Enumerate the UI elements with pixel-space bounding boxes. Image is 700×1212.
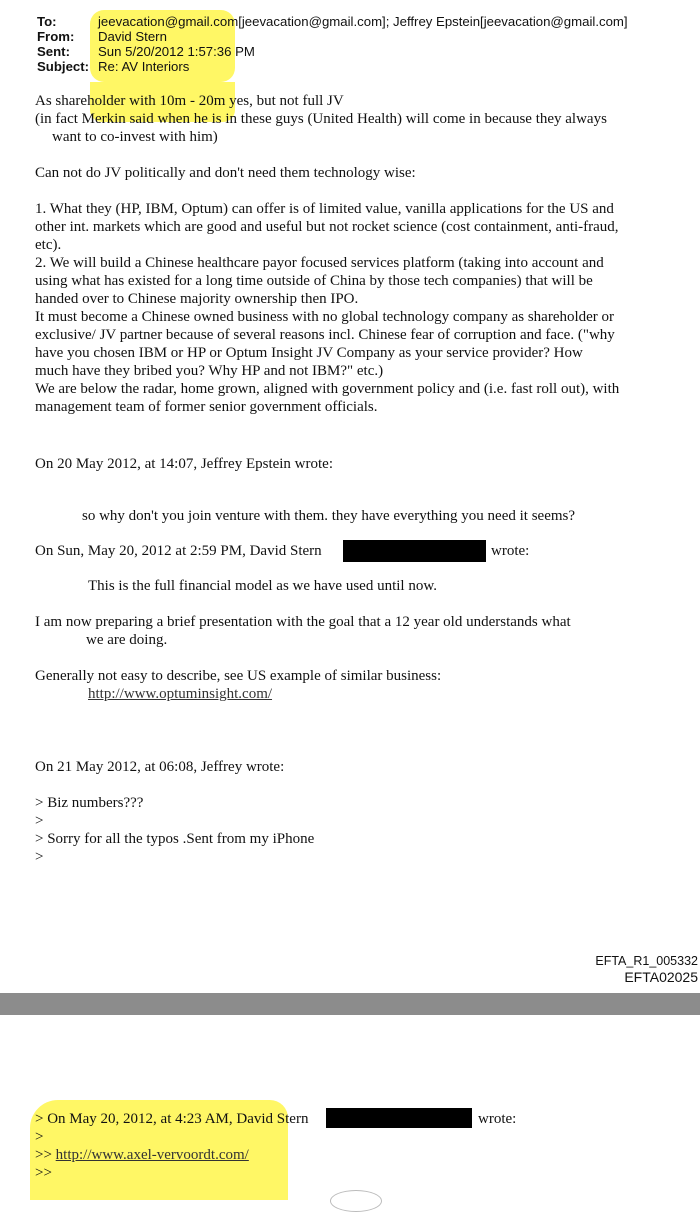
body-line: It must become a Chinese owned business with no global technology company as shareholder or [35,309,615,325]
ref-id-1: EFTA_R1_005332 [595,954,698,968]
optum-link[interactable]: http://www.optuminsight.com/ [88,686,273,702]
body-line: (in fact Merkin said when he is in these guys (United Health) will come in because they always [35,111,607,127]
sent-row [37,44,628,59]
page-divider [0,993,700,1015]
axel-vervoordt-link[interactable]: http://www.axel-vervoordt.com/ [55,1147,249,1163]
quote-marker: >> [35,1165,52,1181]
body-line: As shareholder with 10m - 20m yes, but not full JV [35,93,344,109]
redaction-box [343,540,486,562]
body-line: We are below the radar, home grown, aligned with government policy and (i.e. fast roll out), with [35,381,620,397]
quote-header: > On May 20, 2012, at 4:23 AM, David Stern [35,1111,309,1127]
email-header [37,14,628,74]
to-label: To: [37,14,57,29]
from-value: David Stern [98,29,167,44]
quote-header [35,542,322,560]
quote-text: > Biz numbers??? [35,795,144,811]
body-line: exclusive/ JV partner because of several reasons incl. Chinese fear of corruption and face. ("why [35,327,615,343]
quote-header: On 21 May 2012, at 06:08, Jeffrey wrote: [35,759,285,775]
quote-header-pre: On Sun, May 20, 2012 at 2:59 PM, David Stern [35,543,322,559]
to-row [37,14,628,29]
body-line: using what has existed for a long time outside of China by those tech companies) that will be [35,273,593,289]
quote-header: On 20 May 2012, at 14:07, Jeffrey Epstein wrote: [35,456,334,472]
subject-value: Re: AV Interiors [98,59,190,74]
quote-text: we are doing. [86,632,168,648]
quote-header-post: wrote: [491,543,530,559]
quote-text: This is the full financial model as we have used until now. [88,578,437,594]
body-line: handed over to Chinese majority ownership then IPO. [35,291,359,307]
subject-row [37,59,628,74]
subject-label: Subject: [37,59,90,74]
from-row [37,29,628,44]
document-reference [595,953,698,985]
quote-marker: > [35,1129,44,1145]
body-line: 1. What they (HP, IBM, Optum) can offer is of limited value, vanilla applications for the US and [35,201,614,217]
body-line: Can not do JV politically and don't need them technology wise: [35,165,416,181]
body-line: management team of former senior government officials. [35,399,378,415]
body-line: other int. markets which are good and useful but not rocket science (cost containment, anti-fraud, [35,219,619,235]
sent-value: Sun 5/20/2012 1:57:36 PM [98,44,255,59]
body-line: have you chosen IBM or HP or Optum Insight JV Company as your service provider? How [35,345,583,361]
quote-text: > Sorry for all the typos .Sent from my iPhone [35,831,315,847]
quote-text: > [35,813,44,829]
quote-text: I am now preparing a brief presentation with the goal that a 12 year old understands what [35,614,571,630]
body-line: want to co-invest with him) [52,129,218,145]
quote-link-line [35,1146,249,1164]
body-line: etc). [35,237,62,253]
from-label: From: [37,29,75,44]
body-line: much have they bribed you? Why HP and not IBM?" etc.) [35,363,384,379]
quote-text: Generally not easy to describe, see US example of similar business: [35,668,442,684]
quote-text: so why don't you join venture with them. they have everything you need it seems? [82,508,576,524]
sent-label: Sent: [37,44,70,59]
quote-header-post: wrote: [478,1111,517,1127]
to-value: jeevacation@gmail.com[jeevacation@gmail.com]; Jeffrey Epstein[jeevacation@gmail.com] [98,14,628,29]
body-line: 2. We will build a Chinese healthcare payor focused services platform (taking into account and [35,255,604,271]
ref-id-2: EFTA02025 [624,969,698,985]
quote-marker: >> [35,1147,56,1163]
scan-artifact [330,1190,382,1212]
redaction-box [326,1108,472,1128]
quote-text: > [35,849,44,865]
